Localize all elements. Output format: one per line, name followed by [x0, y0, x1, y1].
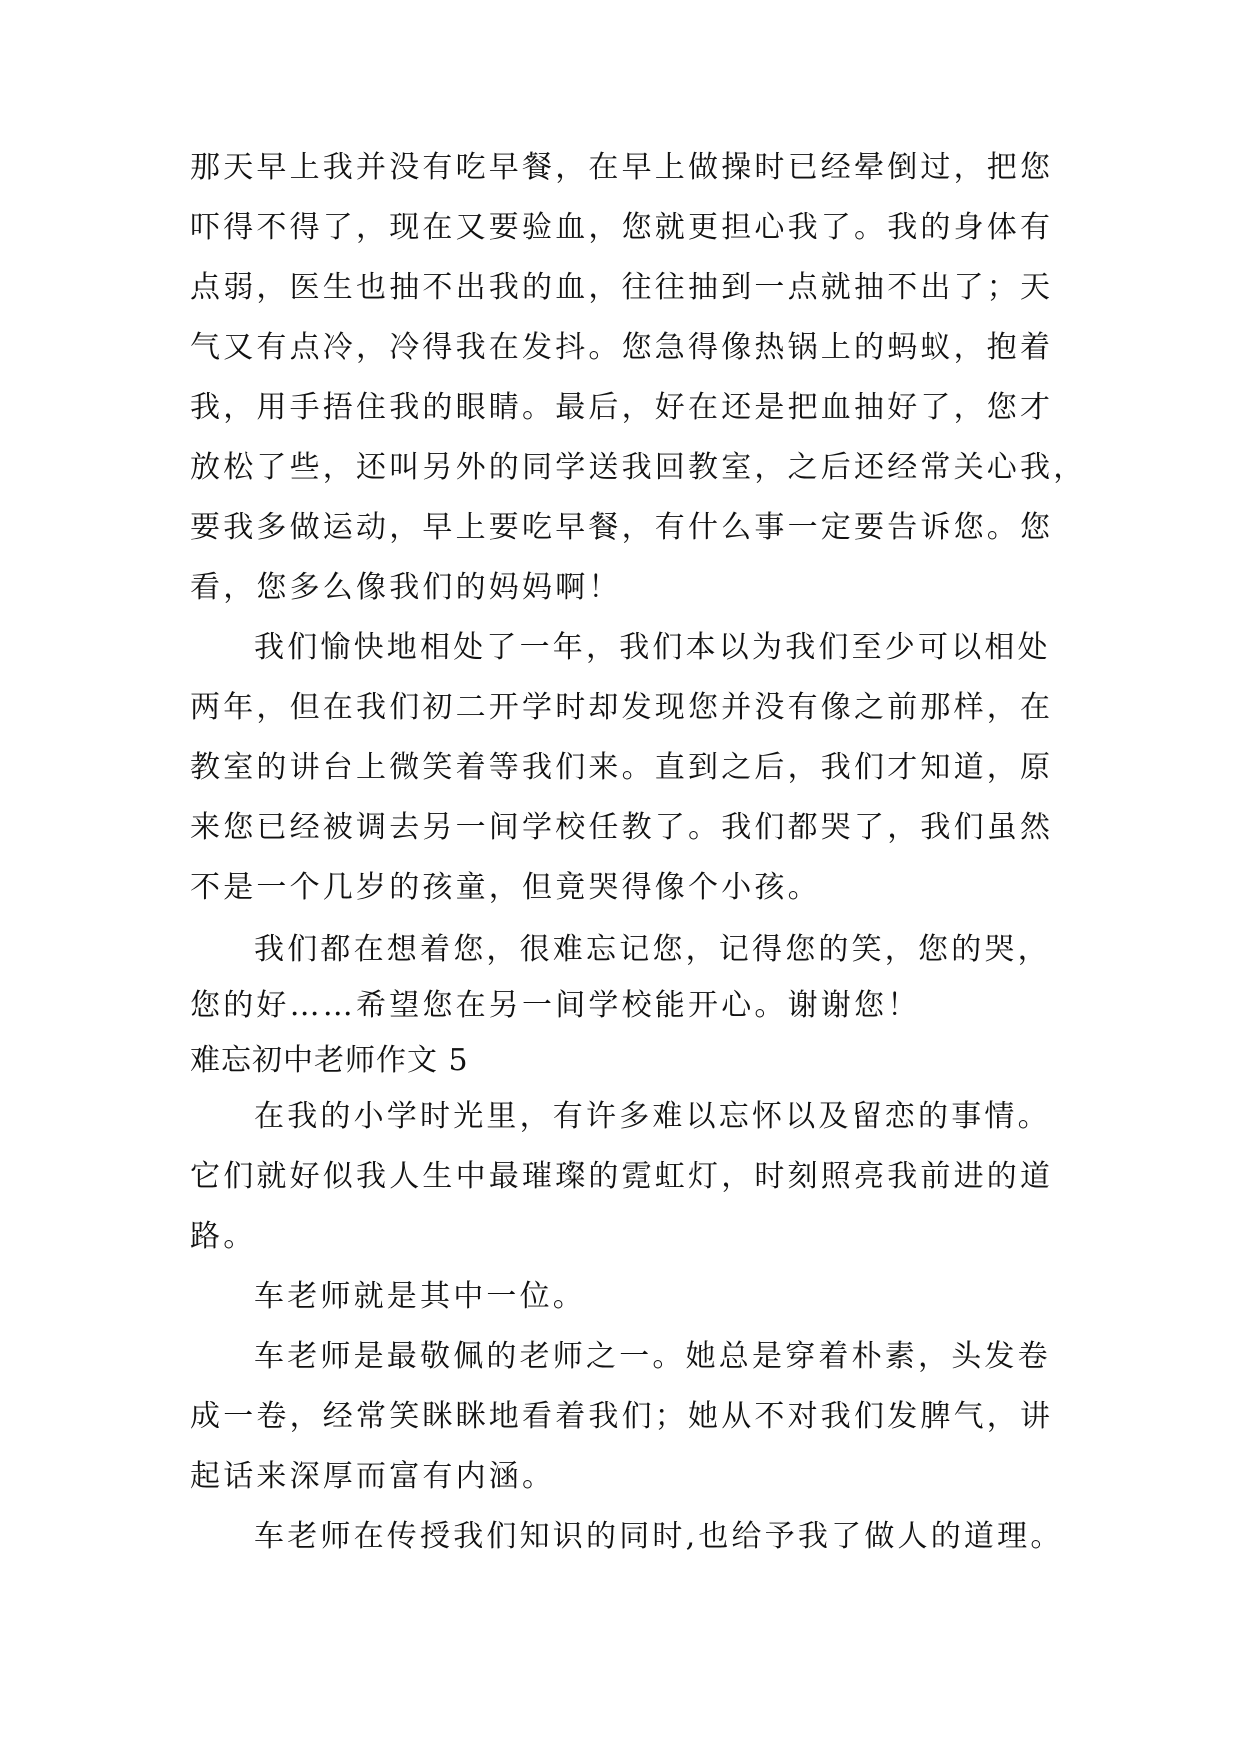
text-line: 点弱，医生也抽不出我的血，往往抽到一点就抽不出了；天 [190, 270, 1054, 305]
text-line: 我，用手捂住我的眼睛。最后，好在还是把血抽好了，您才 [190, 390, 1054, 425]
text-line: 放松了些，还叫另外的同学送我回教室，之后还经常关心我， [190, 450, 1087, 485]
text-line: 来您已经被调去另一间学校任教了。我们都哭了，我们虽然 [190, 810, 1054, 845]
paragraph-start-line: 在我的小学时光里，有许多难以忘怀以及留恋的事情。 [254, 1099, 1051, 1134]
paragraph-start-line: 车老师就是其中一位。 [254, 1279, 586, 1314]
text-line: 不是一个几岁的孩童，但竟哭得像个小孩。 [190, 870, 821, 905]
text-line: 看，您多么像我们的妈妈啊！ [190, 570, 622, 605]
section-heading: 难忘初中老师作文 5 [190, 1043, 469, 1078]
text-line: 那天早上我并没有吃早餐，在早上做操时已经晕倒过，把您 [190, 150, 1054, 185]
text-line: 两年，但在我们初二开学时却发现您并没有像之前那样，在 [190, 690, 1054, 725]
paragraph-start-line: 车老师是最敬佩的老师之一。她总是穿着朴素，头发卷 [254, 1339, 1051, 1374]
text-line: 要我多做运动，早上要吃早餐，有什么事一定要告诉您。您 [190, 510, 1054, 545]
paragraph-start-line: 车老师在传授我们知识的同时,也给予我了做人的道理。 [254, 1519, 1064, 1554]
text-line: 路。 [190, 1219, 257, 1254]
text-line: 吓得不得了，现在又要验血，您就更担心我了。我的身体有 [190, 210, 1054, 245]
paragraph-start-line: 我们愉快地相处了一年，我们本以为我们至少可以相处 [254, 630, 1051, 665]
paragraph-start-line: 我们都在想着您，很难忘记您，记得您的笑，您的哭， [254, 932, 1051, 967]
text-line: 您的好……希望您在另一间学校能开心。谢谢您！ [190, 988, 921, 1023]
text-line: 成一卷，经常笑眯眯地看着我们；她从不对我们发脾气，讲 [190, 1399, 1054, 1434]
text-line: 它们就好似我人生中最璀璨的霓虹灯，时刻照亮我前进的道 [190, 1159, 1054, 1194]
text-line: 气又有点冷，冷得我在发抖。您急得像热锅上的蚂蚁，抱着 [190, 330, 1054, 365]
text-line: 起话来深厚而富有内涵。 [190, 1459, 556, 1494]
text-line: 教室的讲台上微笑着等我们来。直到之后，我们才知道，原 [190, 750, 1054, 785]
